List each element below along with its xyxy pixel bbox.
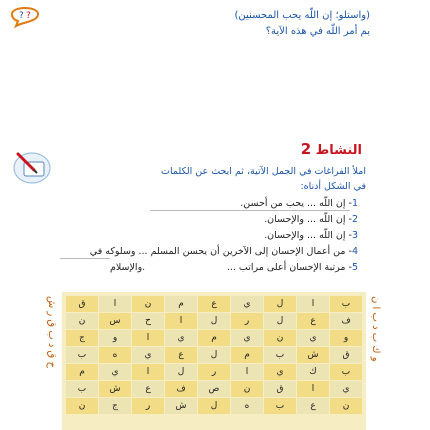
activity-instruction-2: في الشكل أدناه: (300, 181, 366, 192)
grid-cell: ن (132, 296, 164, 312)
grid-cell: ف (330, 313, 362, 329)
grid-cell: ن (66, 398, 98, 414)
grid-cell: ن (231, 381, 263, 397)
grid-cell: ع (297, 398, 329, 414)
grid-cell: ب (330, 364, 362, 380)
grid-cell: س (99, 313, 131, 329)
question-prompt: بم أمر اللّه في هذه الآية؟ (265, 26, 370, 37)
activity-instruction: املأ الفراغات في الجمل الآتية، ثم ابحث عن الكلمات (161, 166, 366, 177)
grid-cell: ه (231, 398, 263, 414)
grid-cell: و (99, 330, 131, 346)
grid-cell: ا (99, 296, 131, 312)
grid-cell: ش (165, 398, 197, 414)
grid-cells (66, 296, 362, 414)
grid-cell: ل (264, 313, 296, 329)
grid-cell: و (330, 330, 362, 346)
grid-cell: ش (99, 381, 131, 397)
pen-notebook-icon (10, 148, 54, 186)
grid-cell: ا (297, 296, 329, 312)
grid-cell: ا (132, 330, 164, 346)
grid-cell: ل (198, 347, 230, 363)
grid-cell: ن (330, 398, 362, 414)
grid-cell: ي (330, 381, 362, 397)
grid-cell: ب (330, 296, 362, 312)
grid-cell: ع (198, 296, 230, 312)
grid-cell: ا (132, 364, 164, 380)
grid-cell: ي (99, 364, 131, 380)
grid-cell: ل (198, 398, 230, 414)
grid-cell: ل (264, 296, 296, 312)
grid-cell: ج (99, 398, 131, 414)
grid-edge-left: ح ق د ب ق ر ش (46, 296, 57, 368)
grid-cell: ع (297, 313, 329, 329)
grid-cell: ي (231, 330, 263, 346)
answer-line (60, 258, 110, 259)
grid-cell: ب (264, 398, 296, 414)
grid-cell: ل (165, 364, 197, 380)
grid-cell: ق (66, 296, 98, 312)
grid-cell: م (66, 364, 98, 380)
grid-cell: ا (165, 313, 197, 329)
grid-cell: ا (297, 381, 329, 397)
clue-4: 4- من أعمال الإحسان إلى الآخرين أن يحسن المسلم ... وسلوكه في (89, 246, 358, 257)
grid-cell: ن (66, 313, 98, 329)
grid-cell: ي (231, 296, 263, 312)
grid-cell: ع (165, 347, 197, 363)
grid-cell: ق (330, 347, 362, 363)
grid-cell: ي (297, 330, 329, 346)
grid-cell: ا (231, 364, 263, 380)
grid-cell: ب (66, 347, 98, 363)
clue-3: 3- إن اللّه ... والإحسان. (264, 230, 358, 241)
activity-number: 2 (300, 140, 312, 158)
grid-cell: ل (198, 313, 230, 329)
answer-line (150, 210, 350, 211)
svg-text:?: ? (26, 11, 31, 21)
grid-cell: ي (165, 330, 197, 346)
grid-cell: ش (297, 347, 329, 363)
question-verse: (واستلو؛ إن اللّه يحب المحسنين) (234, 10, 370, 21)
grid-cell: ب (66, 381, 98, 397)
grid-cell: ع (132, 381, 164, 397)
word-search-grid (62, 292, 366, 430)
grid-cell: ج (66, 330, 98, 346)
grid-cell: ن (264, 330, 296, 346)
question-bubble-icon (8, 2, 42, 28)
grid-cell: ر (198, 364, 230, 380)
grid-cell: ف (165, 381, 197, 397)
clue-5: 5- مرتبة الإحسان أعلى مراتب ... (226, 262, 358, 273)
grid-cell: ح (132, 313, 164, 329)
grid-cell: ب (264, 347, 296, 363)
clue-1: 1- إن اللّه ... يحب من أحسن. (240, 198, 358, 209)
grid-edge-right: و ك ب د ب ا ن (370, 296, 381, 362)
grid-cell: ي (132, 347, 164, 363)
clue-5-suffix: والإسلام. (110, 262, 146, 273)
grid-cell: ر (231, 313, 263, 329)
svg-text:?: ? (19, 11, 24, 21)
clue-2: 2- إن اللّه ... والإحسان. (264, 214, 358, 225)
grid-cell: ه (99, 347, 131, 363)
grid-cell: ر (132, 398, 164, 414)
grid-cell: م (165, 296, 197, 312)
grid-cell: ق (264, 381, 296, 397)
grid-cell: م (198, 330, 230, 346)
grid-cell: ي (264, 364, 296, 380)
grid-cell: ك (297, 364, 329, 380)
grid-cell: ص (198, 381, 230, 397)
grid-cell: م (231, 347, 263, 363)
activity-title (301, 140, 362, 158)
activity-label: النشاط (315, 143, 362, 158)
